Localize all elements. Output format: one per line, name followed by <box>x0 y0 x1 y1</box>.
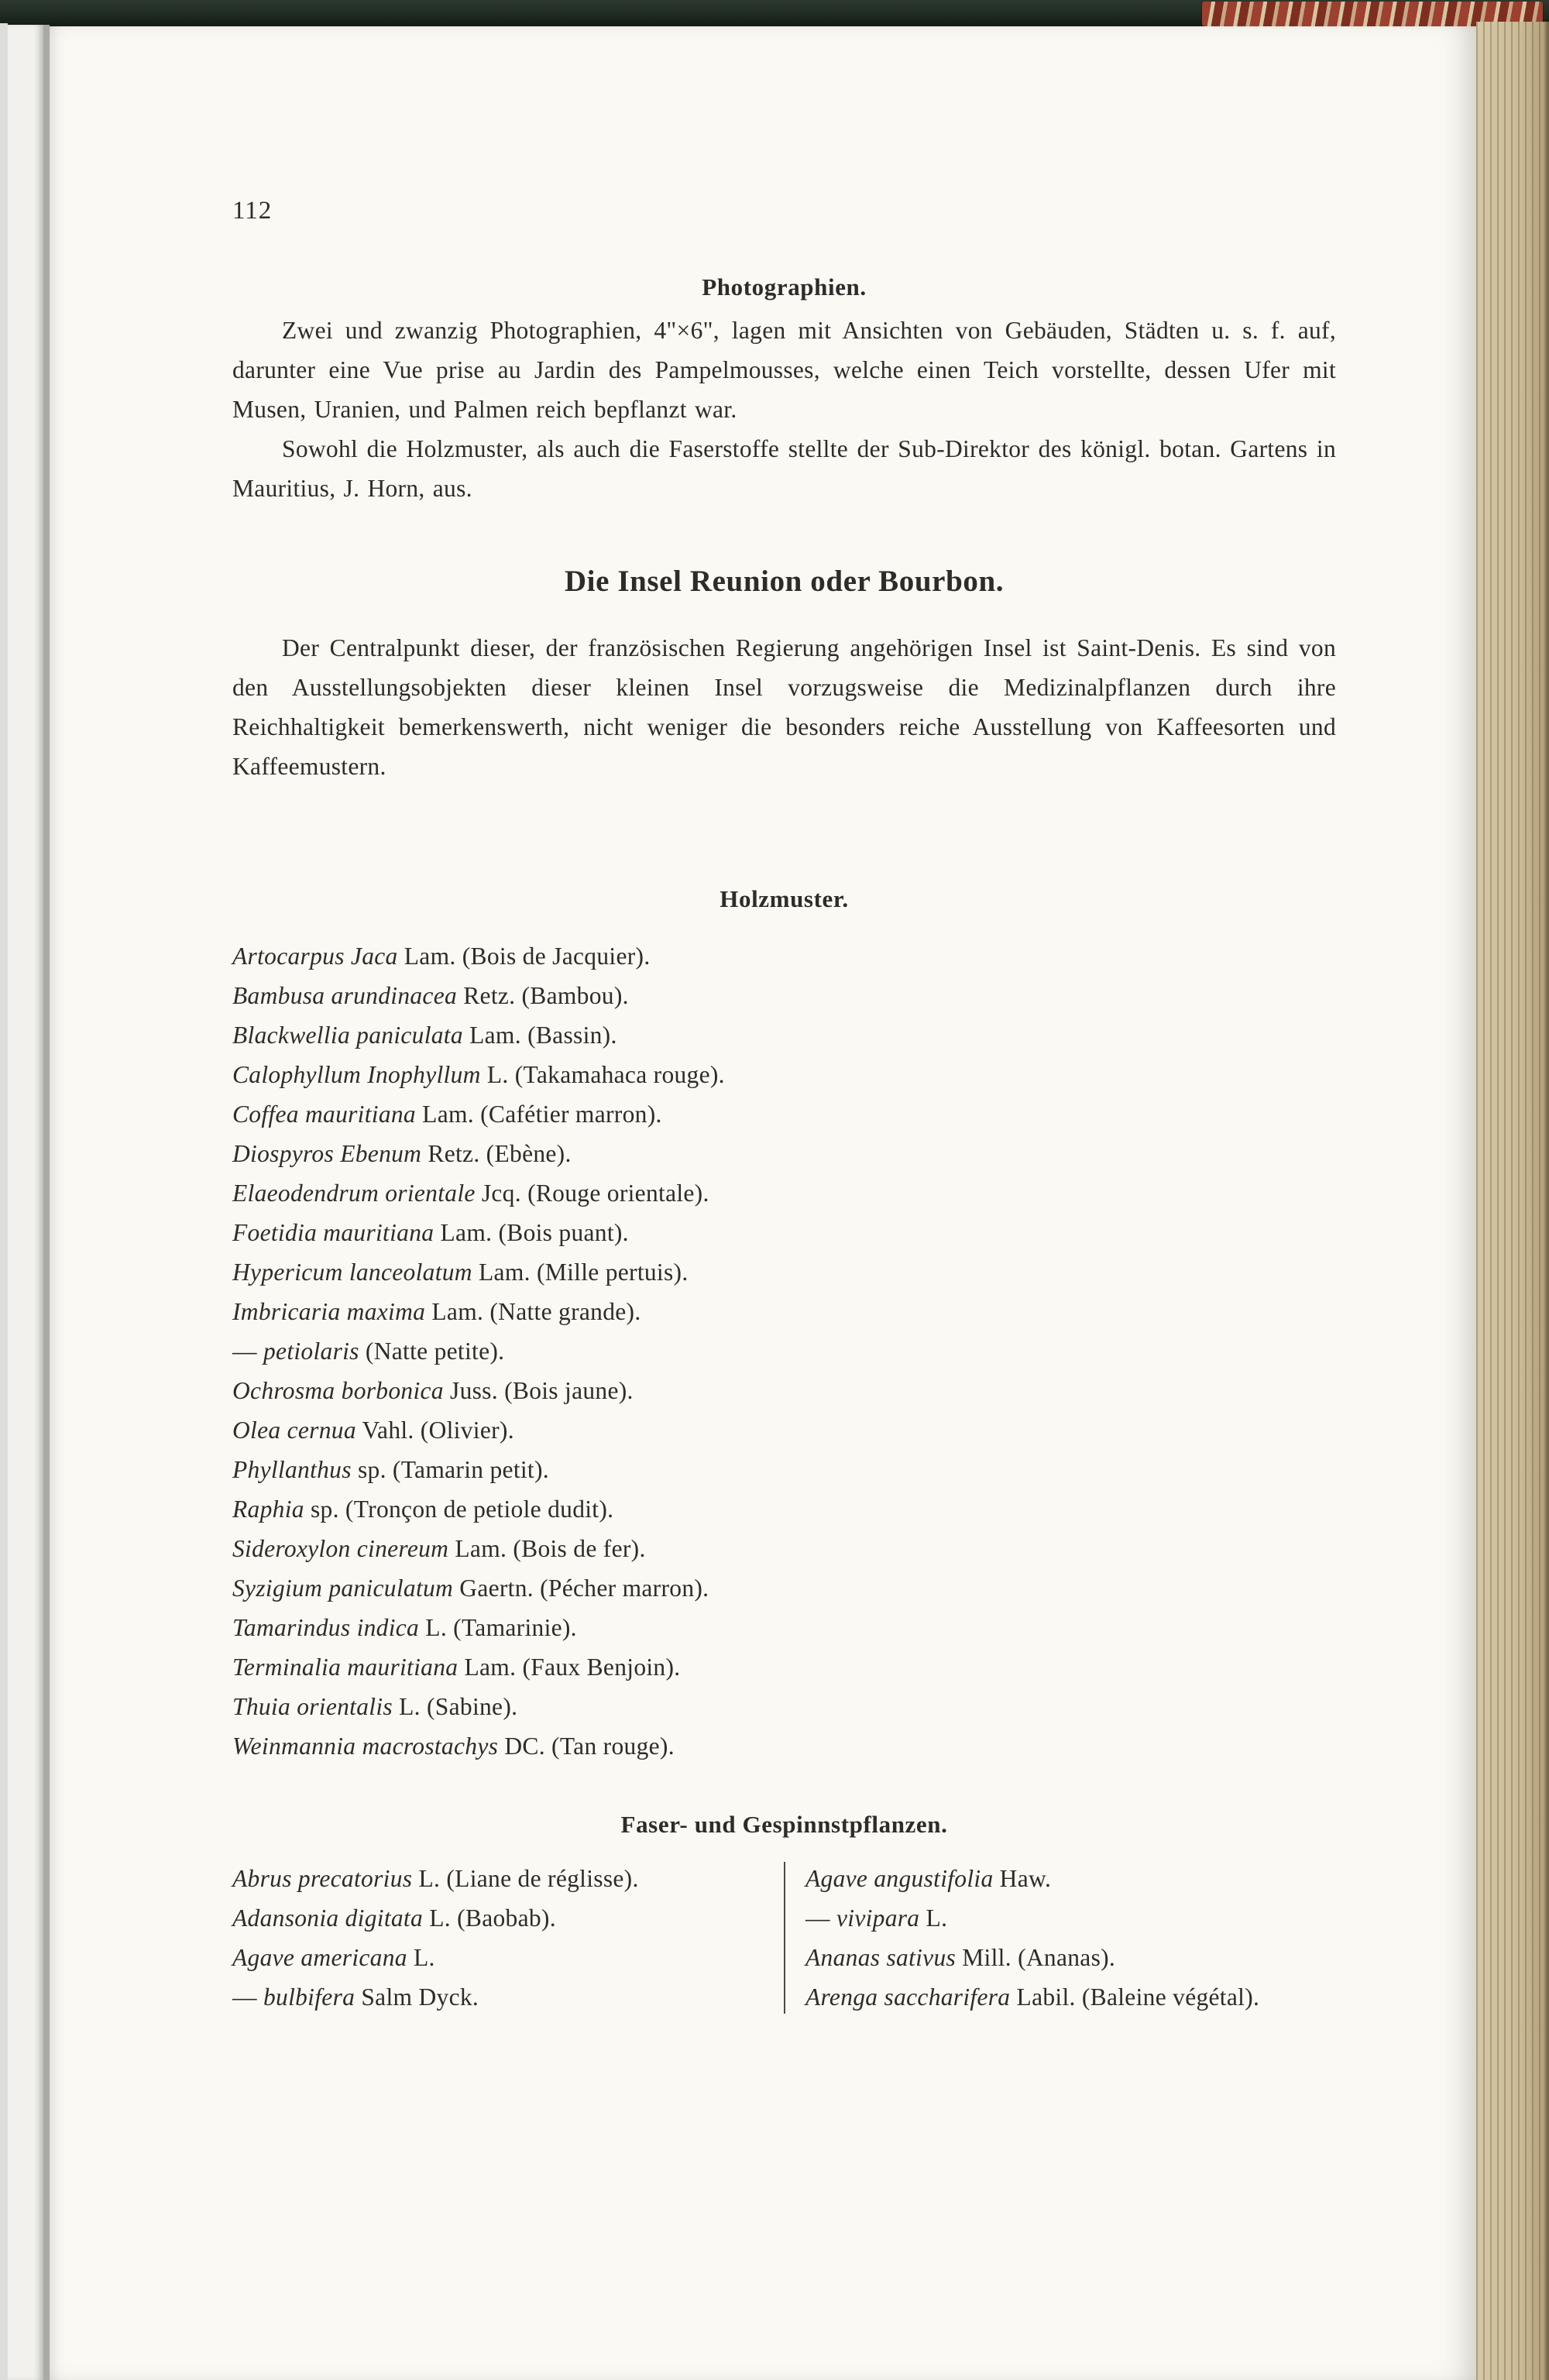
entry-latin-name: Olea cernua <box>232 1417 356 1444</box>
species-entry <box>232 1410 1336 1450</box>
entry-latin-name: petiolaris <box>263 1338 359 1365</box>
entry-latin-name: Ananas sativus <box>805 1944 957 1971</box>
species-entry <box>805 1938 1300 1977</box>
entry-latin-name: Calophyllum Inophyllum <box>232 1061 481 1088</box>
species-entry <box>232 1134 1336 1173</box>
faser-right-column <box>805 1859 1336 2017</box>
entry-author-common-name: L. (Baobab). <box>423 1904 556 1932</box>
entry-author-common-name: Lam. (Natte grande). <box>425 1298 641 1325</box>
entry-latin-name: Artocarpus Jaca <box>232 943 398 970</box>
entry-latin-name: Raphia <box>232 1496 304 1523</box>
species-entry <box>805 1859 1300 1898</box>
paragraph-reunion: Der Centralpunkt dieser, der französischen Regierung angehörigen Insel ist Saint-Denis. Es sind von den Ausstellungsobjekten dieser kleinen Insel vorzugsweise die Medizinalpflanzen durch ihre Reichhaltigkeit bemerkenswerth, nicht weniger die besonders reiche Ausstellung von Kaffeesorten und Kaffeemustern. <box>232 634 1336 780</box>
entry-latin-name: Foetidia mauritiana <box>232 1219 434 1246</box>
species-entry <box>232 1055 1336 1094</box>
entry-latin-name: Diospyros Ebenum <box>232 1140 422 1167</box>
entry-author-common-name: L. (Liane de réglisse). <box>412 1865 639 1892</box>
species-entry <box>232 1859 728 1898</box>
entry-latin-name: Syzigium paniculatum <box>232 1575 454 1602</box>
species-entry <box>232 1687 1336 1726</box>
species-entry <box>232 1331 1336 1371</box>
book-page <box>50 26 1476 2380</box>
page-text-block <box>50 197 1476 2017</box>
entry-latin-name: Hypericum lanceolatum <box>232 1259 472 1286</box>
heading-faser: Faser- und Gespinnstpflanzen. <box>620 1811 948 1838</box>
species-entry <box>232 1647 1336 1687</box>
species-entry <box>232 1726 1336 1766</box>
entry-author-common-name: Mill. (Ananas). <box>956 1944 1116 1971</box>
entry-latin-name: Agave angustifolia <box>805 1865 994 1892</box>
entry-dash-prefix: — <box>805 1904 836 1932</box>
species-entry <box>232 1489 1336 1529</box>
entry-latin-name: Abrus precatorius <box>232 1865 413 1892</box>
entry-author-common-name: Retz. (Bambou). <box>457 982 629 1009</box>
species-entry <box>232 1252 1336 1292</box>
heading-reunion: Die Insel Reunion oder Bourbon. <box>564 565 1005 598</box>
entry-latin-name: vivipara <box>836 1904 920 1932</box>
paragraph-photographien-2: Sowohl die Holzmuster, als auch die Faserstoffe stellte der Sub-Direktor des königl. botan. Gartens in Mauritius, J. Horn, aus. <box>232 435 1336 502</box>
entry-author-common-name: Retz. (Ebène). <box>421 1140 572 1167</box>
entry-latin-name: Sideroxylon cinereum <box>232 1535 449 1562</box>
page-gutter-shadow <box>43 25 50 2380</box>
faser-right-list <box>805 1859 1336 2017</box>
entry-author-common-name: Lam. (Bassin). <box>462 1022 617 1049</box>
entry-latin-name: Arenga saccharifera <box>805 1983 1011 2011</box>
entry-author-common-name: Lam. (Mille pertuis). <box>472 1259 689 1286</box>
column-divider-rule <box>784 1862 785 2014</box>
entry-dash-prefix: — <box>232 1983 263 2011</box>
entry-latin-name: Tamarindus indica <box>232 1614 420 1641</box>
heading-holzmuster: Holzmuster. <box>720 885 849 912</box>
entry-author-common-name: L. <box>919 1904 948 1932</box>
entry-author-common-name: Lam. (Bois de fer). <box>448 1535 646 1562</box>
species-entry <box>805 1977 1300 2017</box>
species-entry <box>232 1292 1336 1331</box>
entry-latin-name: Agave americana <box>232 1944 407 1971</box>
entry-latin-name: Adansonia digitata <box>232 1904 424 1932</box>
entry-author-common-name: Jcq. (Rouge orientale). <box>475 1180 709 1207</box>
entry-latin-name: Bambusa arundinacea <box>232 982 458 1009</box>
entry-author-common-name: L. (Tamarinie). <box>419 1614 577 1641</box>
entry-latin-name: bulbifera <box>263 1983 355 2011</box>
faser-two-column-list <box>232 1859 1336 2017</box>
faser-left-column <box>232 1859 784 2017</box>
species-entry <box>232 936 1336 976</box>
facing-page-edge <box>8 25 43 2380</box>
species-entry <box>232 1529 1336 1568</box>
entry-author-common-name: Salm Dyck. <box>355 1983 479 2011</box>
entry-author-common-name: Vahl. (Olivier). <box>355 1417 514 1444</box>
entry-author-common-name: Juss. (Bois jaune). <box>443 1377 634 1404</box>
species-entry <box>232 1977 728 2017</box>
entry-author-common-name: Lam. (Bois de Jacquier). <box>397 943 651 970</box>
book-cover-top <box>0 0 1549 26</box>
entry-latin-name: Terminalia mauritiana <box>232 1654 459 1681</box>
page-number: 112 <box>232 197 273 225</box>
species-entry <box>232 1173 1336 1213</box>
entry-author-common-name: Haw. <box>993 1865 1052 1892</box>
entry-latin-name: Thuia orientalis <box>232 1693 393 1720</box>
paragraph-photographien-1: Zwei und zwanzig Photographien, 4"×6", lagen mit Ansichten von Gebäuden, Städten u. s. f. auf, darunter eine Vue prise au Jardin des Pampelmousses, welche einen Teich vorstellte, dessen Ufer mit Musen, Uranien, und Palmen reich bepflanzt war. <box>232 317 1336 423</box>
faser-left-list <box>232 1859 784 2017</box>
species-entry <box>232 1213 1336 1252</box>
holzmuster-list <box>232 936 1336 1766</box>
book-page-stack-edge <box>1476 22 1549 2380</box>
entry-author-common-name: Lam. (Bois puant). <box>434 1219 629 1246</box>
entry-latin-name: Ochrosma borbonica <box>232 1377 444 1404</box>
entry-latin-name: Weinmannia macrostachys <box>232 1733 499 1760</box>
entry-author-common-name: L. <box>407 1944 435 1971</box>
entry-author-common-name: (Natte petite). <box>359 1338 505 1365</box>
entry-author-common-name: sp. (Tronçon de petiole dudit). <box>304 1496 614 1523</box>
entry-author-common-name: Lam. (Faux Benjoin). <box>458 1654 681 1681</box>
species-entry <box>805 1898 1300 1938</box>
entry-author-common-name: L. (Sabine). <box>392 1693 518 1720</box>
entry-latin-name: Elaeodendrum orientale <box>232 1180 476 1207</box>
entry-author-common-name: L. (Takamahaca rouge). <box>480 1061 725 1088</box>
species-entry <box>232 1898 728 1938</box>
scan-left-border <box>0 23 8 2380</box>
entry-latin-name: Blackwellia paniculata <box>232 1022 463 1049</box>
entry-author-common-name: Lam. (Cafétier marron). <box>415 1101 662 1128</box>
species-entry <box>232 1015 1336 1055</box>
entry-author-common-name: sp. (Tamarin petit). <box>351 1456 549 1483</box>
species-entry <box>232 1371 1336 1410</box>
entry-latin-name: Imbricaria maxima <box>232 1298 426 1325</box>
entry-dash-prefix: — <box>232 1338 263 1365</box>
entry-latin-name: Phyllanthus <box>232 1456 352 1483</box>
entry-latin-name: Coffea mauritiana <box>232 1101 416 1128</box>
species-entry <box>232 1450 1336 1489</box>
species-entry <box>232 1568 1336 1608</box>
species-entry <box>232 1094 1336 1134</box>
species-entry <box>232 1938 728 1977</box>
entry-author-common-name: Gaertn. (Pécher marron). <box>453 1575 709 1602</box>
entry-author-common-name: Labil. (Baleine végétal). <box>1010 1983 1260 2011</box>
species-entry <box>232 976 1336 1015</box>
heading-photographien: Photographien. <box>702 273 867 301</box>
species-entry <box>232 1608 1336 1647</box>
entry-author-common-name: DC. (Tan rouge). <box>498 1733 675 1760</box>
